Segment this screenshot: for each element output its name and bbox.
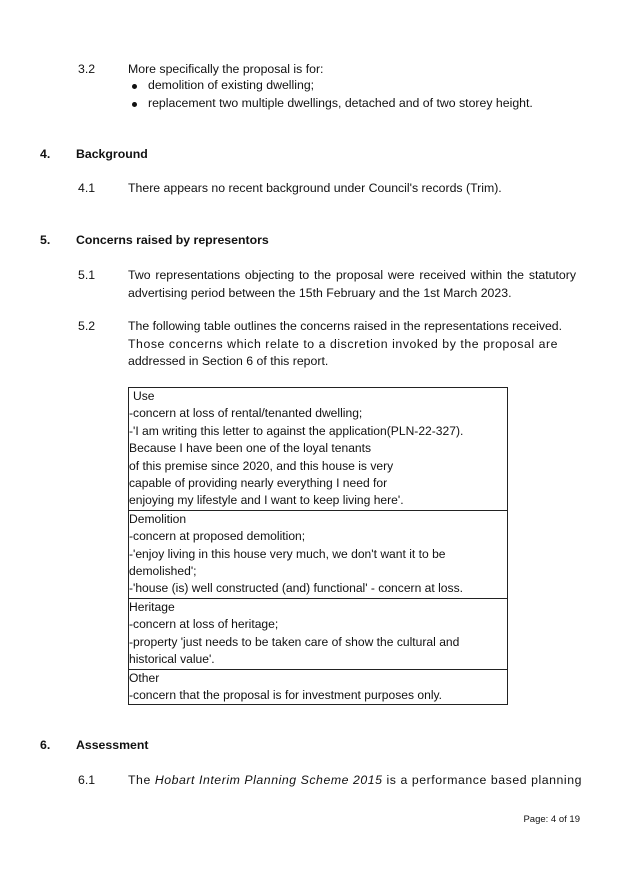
concern-line: Because I have been one of the loyal tenants [129,441,372,456]
paragraph-number: 4.1 [78,181,96,195]
concern-line: -concern at loss of heritage; [129,617,279,632]
paragraph-number: 6.1 [78,773,96,787]
table-cell-other [129,669,508,705]
concern-line: -'house (is) well constructed (and) functional' - concern at loss. [129,581,463,596]
concern-line: -concern at proposed demolition; [129,529,306,544]
concern-line: -'enjoy living in this house very much, we don't want it to be [129,546,446,561]
section-title: Concerns raised by representors [76,233,269,247]
concern-line: -concern that the proposal is for investment purposes only. [129,687,443,702]
paragraph-text [128,772,582,790]
paragraph-number: 5.2 [78,319,96,333]
paragraph-text: Two representations objecting to the proposal were received within the statutory advertising period between the 15th February and the 1st March 2023. [128,268,576,300]
text-run: The [128,773,155,787]
text-run: is a performance based planning [382,773,582,787]
paragraph-line: The following table outlines the concerns raised in the representations received. [128,319,563,333]
concern-line: historical value'. [129,652,215,667]
paragraph-number: 5.1 [78,268,96,282]
concern-line: capable of providing nearly everything I need for [129,476,388,491]
proposal-bullet-list [128,77,533,112]
paragraph-line: Those concerns which relate to a discretion invoked by the proposal are [128,336,559,351]
table-row [129,510,508,598]
table-cell-use [129,388,508,511]
category-label: Demolition [129,511,187,526]
category-label: Other [129,670,160,685]
section-number: 4. [40,147,51,161]
paragraph-line: addressed in Section 6 of this report. [128,354,329,368]
concerns-table [128,387,508,705]
section-number: 6. [40,738,51,752]
section-number: 5. [40,233,51,247]
scheme-title: Hobart Interim Planning Scheme 2015 [154,773,383,787]
bullet-item: replacement two multiple dwellings, detached and of two storey height. [128,95,533,113]
concern-line: -'I am writing this letter to against the application(PLN-22-327). [129,423,464,438]
table-cell-demolition [129,510,508,598]
paragraph-text: More specifically the proposal is for: [128,62,324,76]
table-row [129,388,508,511]
page-number: Page: 4 of 19 [523,814,580,825]
table-row [129,669,508,705]
category-label: Heritage [129,599,175,614]
table-row [129,598,508,669]
paragraph-number: 3.2 [78,62,96,76]
bullet-item: demolition of existing dwelling; [128,77,533,95]
paragraph-text: There appears no recent background under Council's records (Trim). [128,181,502,195]
category-label: Use [133,389,155,403]
section-title: Assessment [76,738,149,752]
table-cell-heritage [129,598,508,669]
concern-line: enjoying my lifestyle and I want to keep living here'. [129,493,404,508]
concern-line: of this premise since 2020, and this house is very [129,458,394,473]
concern-line: demolished'; [129,564,197,579]
concern-line: -property 'just needs to be taken care of show the cultural and [129,634,460,649]
concern-line: -concern at loss of rental/tenanted dwelling; [129,406,363,421]
paragraph-text [128,318,576,371]
section-title: Background [76,147,148,161]
